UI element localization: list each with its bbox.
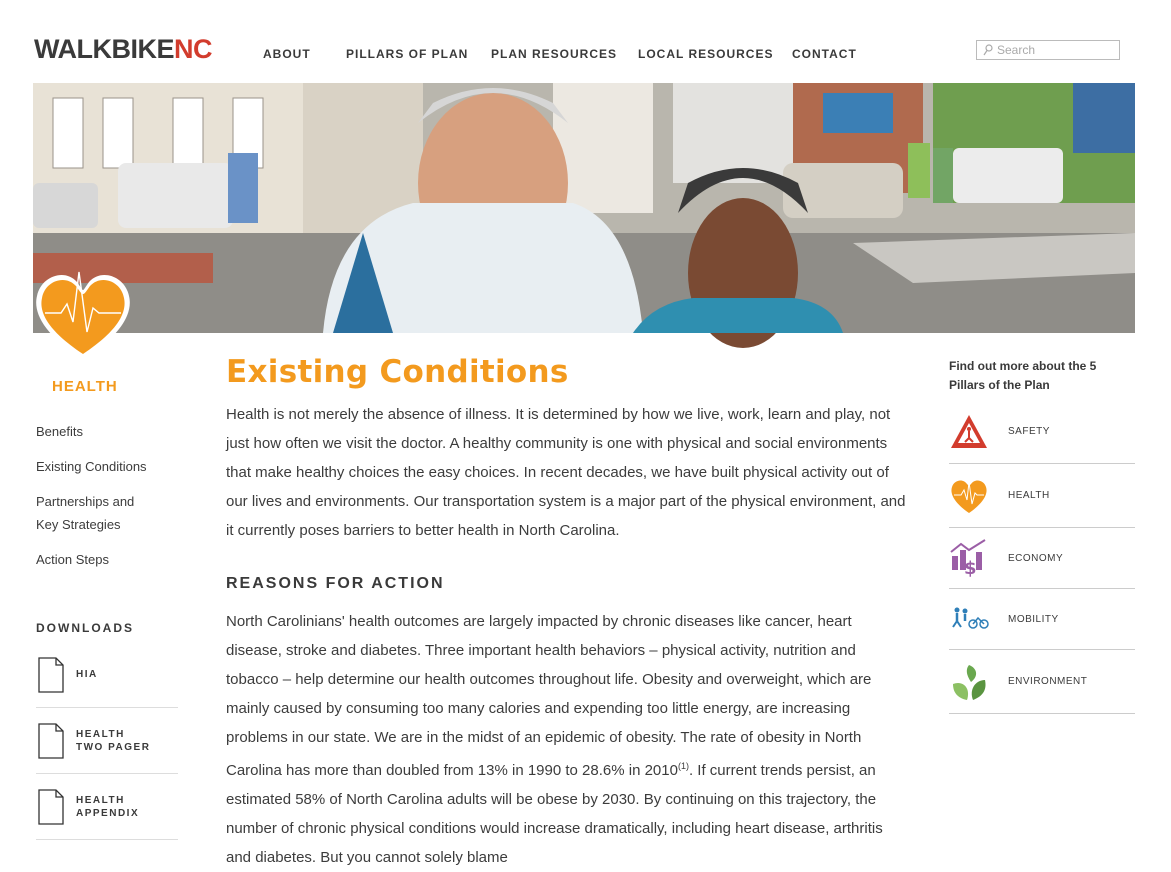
economy-icon [949,538,989,578]
mobility-icon [949,599,989,639]
pillar-safety[interactable] [949,400,1135,464]
heart-icon [949,476,989,516]
document-icon [38,789,64,825]
download-label: HEALTH APPENDIX [76,794,140,819]
reasons-text-a: North Carolinians' health outcomes are largely impacted by chronic diseases like cancer, heart disease, stroke and diabetes. Three important health behaviors – physical activity, nutrition and tobacco – help determine our health outcomes throughout life. Obesity and overweight, which are mainly caused by consuming too many calories and expending too little energy, are increasing problems in our state. We are in the midst of an epidemic of obesity. The rate of obesity in North Carolina has more than doubled from 13% in 1990 to 28.6% in 2010 [226,613,872,779]
download-label: HEALTH TWO PAGER [76,728,151,753]
pillar-label: HEALTH [1008,490,1050,501]
nav-local-resources[interactable]: LOCAL RESOURCES [638,47,774,61]
downloads-heading: DOWNLOADS [36,621,134,635]
pillar-label: MOBILITY [1008,613,1059,625]
download-item[interactable] [36,708,178,774]
pillars-heading: Find out more about the 5 Pillars of the Plan [949,359,1097,392]
subnav-action-steps[interactable]: Action Steps [36,552,109,567]
reasons-paragraph [226,607,906,872]
svg-text:$: $ [964,558,977,579]
footnote-ref[interactable]: (1) [677,761,689,771]
nav-contact[interactable]: CONTACT [792,47,857,61]
pillar-environment[interactable] [949,650,1135,714]
reasons-text-b: . If current trends persist, an estimated 58% of North Carolina adults will be obese by 2030. By continuing on this trajectory, the number of chronic physical conditions would increase dramatically, including heart disease, arthritis and diabetes. But you cannot solely blame [226,762,883,866]
download-item[interactable] [36,642,178,708]
document-icon [38,657,64,693]
pillar-mobility[interactable] [949,589,1135,650]
search-icon [983,44,993,56]
nav-pillars-of-plan[interactable]: PILLARS OF PLAN [346,47,469,61]
section-subnav [36,420,196,583]
nav-about[interactable]: ABOUT [263,47,311,61]
intro-paragraph: Health is not merely the absence of illness. It is determined by how we live, work, learn and play, not just how often we visit the doctor. A healthy community is one with physical and social environments that make healthy choices the easy choices. In recent decades, we have built physical activity out of our lives and environments. Our transportation system is a major part of the physical environment, and it currently poses barriers to better health in North Carolina. [226,406,906,539]
environment-icon [949,662,989,702]
subnav-partnerships[interactable]: Partnerships and Key Strategies [36,494,135,532]
nav-plan-resources[interactable]: PLAN RESOURCES [491,47,618,61]
logo-walkbike: WALKBIKE [34,34,174,64]
page-title: Existing Conditions [226,354,569,390]
health-heart-icon [33,268,133,363]
logo-nc: NC [174,34,212,64]
search-placeholder: Search [997,43,1036,57]
pillar-label: ECONOMY [1008,552,1064,564]
pillar-label: SAFETY [1008,426,1050,437]
pillar-label: ENVIRONMENT [1008,676,1088,687]
section-label: HEALTH [52,378,118,395]
download-item[interactable] [36,774,178,840]
downloads-list [36,642,178,840]
subnav-benefits[interactable]: Benefits [36,424,83,439]
pillar-health[interactable] [949,464,1135,528]
site-logo[interactable] [34,34,212,65]
main-content [226,354,906,872]
document-icon [38,723,64,759]
subnav-existing-conditions[interactable]: Existing Conditions [36,459,147,474]
search-input[interactable] [976,40,1120,60]
pillars-list [949,400,1135,714]
reasons-heading: REASONS FOR ACTION [226,575,445,592]
pillar-economy[interactable] [949,528,1135,589]
hero-photo [33,83,1135,333]
download-label: HIA [76,669,98,680]
safety-icon [949,412,989,452]
